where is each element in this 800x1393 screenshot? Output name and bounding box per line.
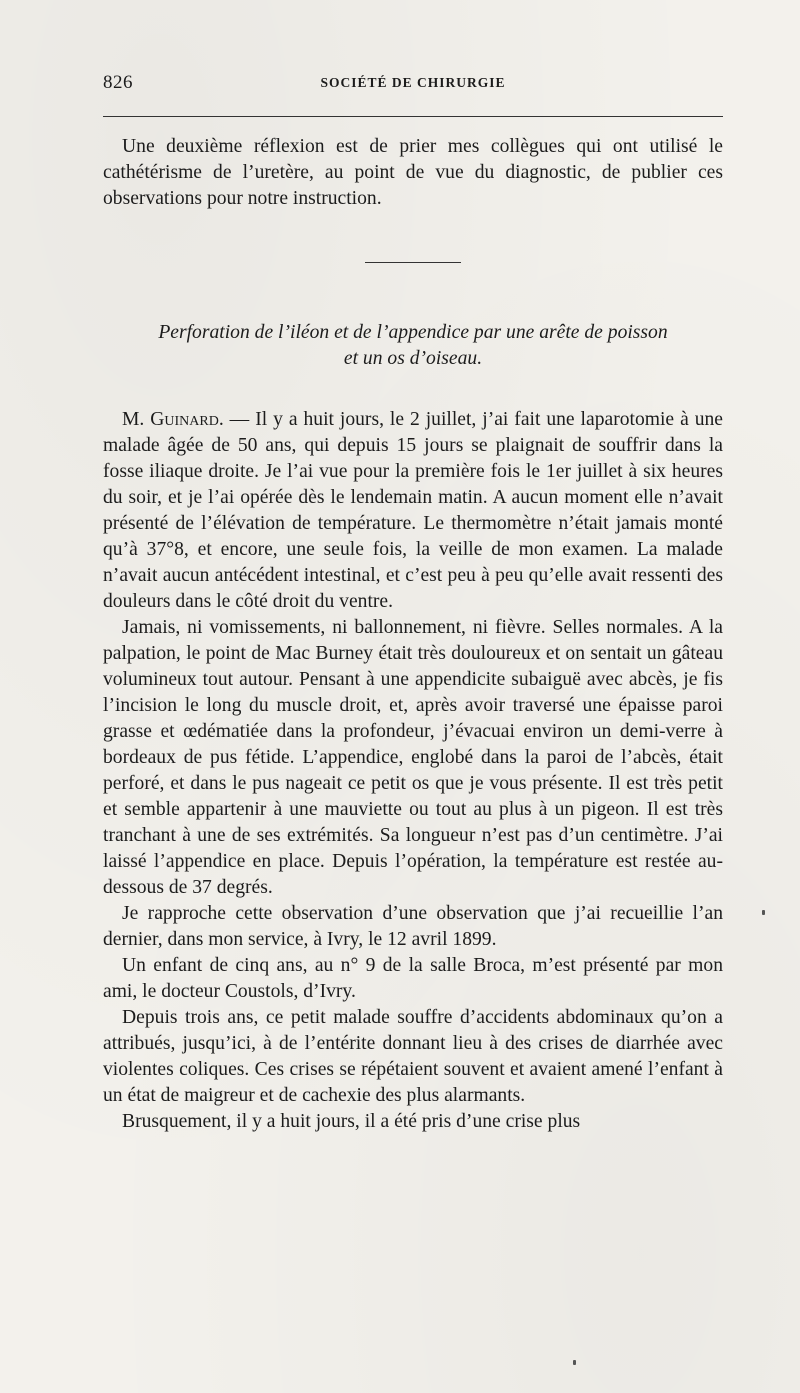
intro-block bbox=[103, 134, 723, 212]
paragraph-1-text: — Il y a huit jours, le 2 juillet, j’ai fait une laparotomie à une malade âgée de 50 ans, qui depuis 15 jours se plaignait de souffrir dans la fosse iliaque droite. Je l’ai vue pour la première fois le 1er juillet à six heures du soir, et je l’ai opérée dès le lendemain matin. A aucun moment elle n’avait présenté de l’élévation de température. Le thermomètre n’était jamais monté qu’à 37°8, et encore, une seule fois, la veille de mon examen. La malade n’avait aucun antécédent intestinal, et c’est peu à peu qu’elle avait ressenti des douleurs dans le côté droit du ventre. bbox=[103, 409, 723, 612]
article-title bbox=[103, 320, 723, 372]
header-rule bbox=[103, 116, 723, 117]
paragraph-2: Jamais, ni vomissements, ni ballonnement, ni fièvre. Selles normales. A la palpation, le point de Mac Burney était très douloureux et on sentait un gâteau volumineux tout autour. Pensant à une appendicite subaiguë avec abcès, je fis l’incision le long du muscle droit, et, après avoir traversé une épaisse paroi grasse et œdématiée dans la profondeur, j’évacuai environ un demi-verre à bordeaux de pus fétide. L’appendice, englobé dans la paroi de l’abcès, était perforé, et dans le pus nageait ce petit os que je vous présente. Il est très petit et semble appartenir à une mauviette ou tout au plus à un pigeon. Il est très tranchant à une de ses extrémités. Sa longueur n’est pas d’un centimètre. J’ai laissé l’appendice en place. Depuis l’opération, la température est restée au-dessous de 37 degrés. bbox=[103, 617, 723, 898]
article-body bbox=[103, 407, 723, 1135]
article-title-line-2: et un os d’oiseau. bbox=[343, 348, 483, 369]
intro-paragraph: Une deuxième réflexion est de prier mes collègues qui ont utilisé le cathétérisme de l’uretère, au point de vue du diagnostic, de publier ces observations pour notre instruction. bbox=[103, 136, 723, 209]
page-header bbox=[103, 72, 723, 96]
margin-mark bbox=[573, 1360, 576, 1365]
margin-mark bbox=[762, 910, 765, 915]
author-name: M. Guinard. bbox=[122, 409, 224, 430]
paragraph-6: Brusquement, il y a huit jours, il a été pris d’une crise plus bbox=[122, 1111, 581, 1132]
paragraph-3: Je rapproche cette observation d’une observation que j’ai recueillie l’an dernier, dans mon service, à Ivry, le 12 avril 1899. bbox=[103, 903, 723, 950]
page-number: 826 bbox=[103, 72, 133, 93]
article-title-line-1: Perforation de l’iléon et de l’appendice par une arête de poisson bbox=[158, 322, 668, 343]
running-head: SOCIÉTÉ DE CHIRURGIE bbox=[320, 75, 506, 90]
paragraph-1 bbox=[103, 407, 723, 615]
section-separator bbox=[365, 262, 461, 263]
paragraph-4: Un enfant de cinq ans, au n° 9 de la salle Broca, m’est présenté par mon ami, le docteur Coustols, d’Ivry. bbox=[103, 955, 723, 1002]
paragraph-5: Depuis trois ans, ce petit malade souffre d’accidents abdominaux qu’on a attribués, jusqu’ici, à de l’entérite donnant lieu à des crises de diarrhée avec violentes coliques. Ces crises se répétaient souvent et avaient amené l’enfant à un état de maigreur et de cachexie des plus alarmants. bbox=[103, 1007, 723, 1106]
